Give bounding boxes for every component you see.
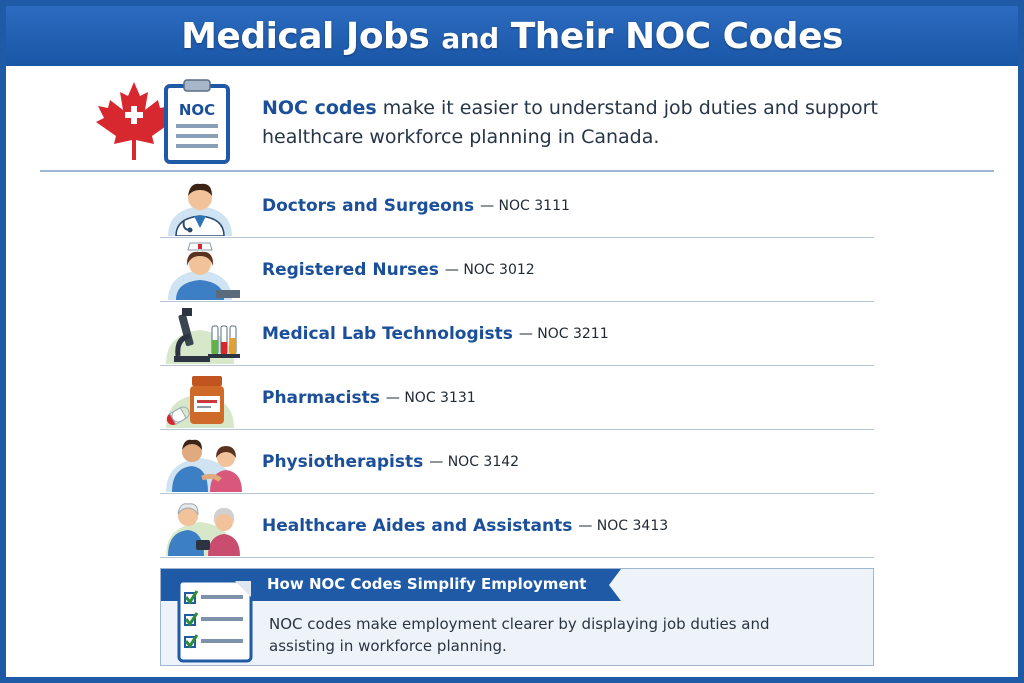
job-row-nurses: [160, 238, 874, 302]
nurse-icon: [160, 240, 246, 300]
title-part-2: and: [441, 21, 499, 55]
job-code: — NOC 3211: [518, 326, 609, 342]
job-title: Pharmacists: [262, 388, 380, 408]
title-bar: [6, 6, 1018, 66]
intro-highlight: NOC codes: [262, 97, 377, 119]
title-part-3: Their NOC Codes: [510, 15, 843, 57]
intro-section: [96, 74, 976, 164]
job-row-doctors: [160, 174, 874, 238]
job-list: [160, 174, 874, 558]
job-code: — NOC 3142: [429, 454, 520, 470]
noc-badge-text: NOC: [178, 101, 216, 119]
summary-heading: How NOC Codes Simplify Employment: [267, 575, 587, 593]
job-row-healthcare-aides: [160, 494, 874, 558]
job-code: — NOC 3111: [480, 198, 570, 214]
doctor-icon: [160, 176, 246, 236]
caregiver-icon: [160, 496, 246, 556]
summary-text: NOC codes make employment clearer by displaying job duties and assisting in workforce planning.: [269, 615, 770, 655]
intro-body: make it easier to understand job duties and support healthcare workforce planning in Canada.: [262, 97, 878, 148]
summary-box: [160, 568, 874, 666]
physiotherapy-icon: [160, 432, 246, 492]
job-row-physiotherapists: [160, 430, 874, 494]
job-code: — NOC 3413: [578, 518, 669, 534]
job-title: Physiotherapists: [262, 452, 424, 472]
microscope-icon: [160, 304, 246, 364]
page-title: [181, 16, 843, 57]
job-title: Registered Nurses: [262, 260, 439, 280]
pill-bottle-icon: [160, 368, 246, 428]
job-row-lab-technologists: [160, 302, 874, 366]
intro-text: [262, 94, 902, 152]
checklist-icon: [175, 575, 255, 663]
job-row-pharmacists: [160, 366, 874, 430]
job-title: Healthcare Aides and Assistants: [262, 516, 573, 536]
job-code: — NOC 3012: [444, 262, 535, 278]
job-title: Doctors and Surgeons: [262, 196, 475, 216]
title-part-1: Medical Jobs: [181, 15, 430, 57]
job-code: — NOC 3131: [385, 390, 476, 406]
job-title: Medical Lab Technologists: [262, 324, 513, 344]
divider: [40, 170, 994, 172]
maple-leaf-clipboard-icon: [96, 78, 236, 164]
